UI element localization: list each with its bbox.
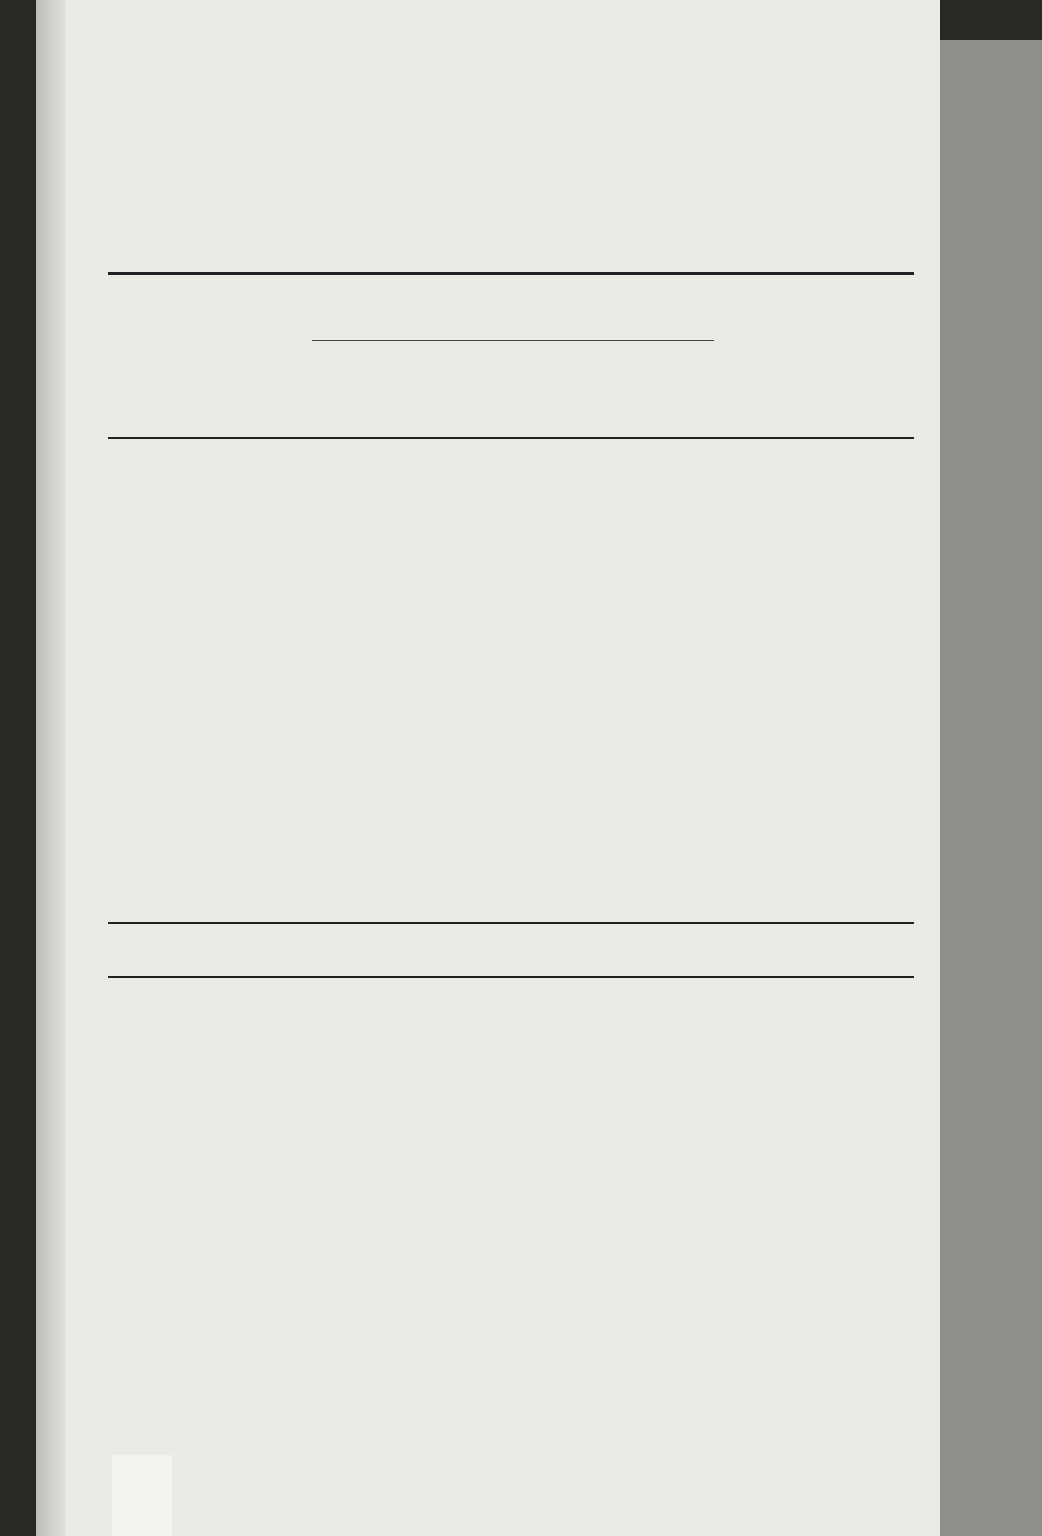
table-bottom-rule bbox=[108, 976, 914, 978]
fold-blandkorn bbox=[136, 1030, 148, 1051]
fold-havre bbox=[148, 1030, 160, 1051]
fold-question bbox=[176, 1006, 916, 1030]
binding-edge bbox=[36, 0, 66, 1536]
fold-rug bbox=[112, 1030, 124, 1051]
census-form-page bbox=[36, 0, 940, 1536]
fold-answers bbox=[112, 1030, 912, 1054]
adjacent-page bbox=[940, 40, 1042, 1536]
header-bottom-rule bbox=[108, 437, 914, 439]
fold-erter bbox=[160, 1030, 172, 1051]
fold-byg bbox=[124, 1030, 136, 1051]
table-top-rule bbox=[108, 272, 914, 275]
group-header-rule bbox=[312, 340, 714, 341]
fold-hvede bbox=[176, 1006, 188, 1027]
scan-corner-slip bbox=[112, 1455, 172, 1536]
fold-poteter bbox=[172, 1030, 184, 1051]
total-top-rule bbox=[108, 922, 914, 924]
